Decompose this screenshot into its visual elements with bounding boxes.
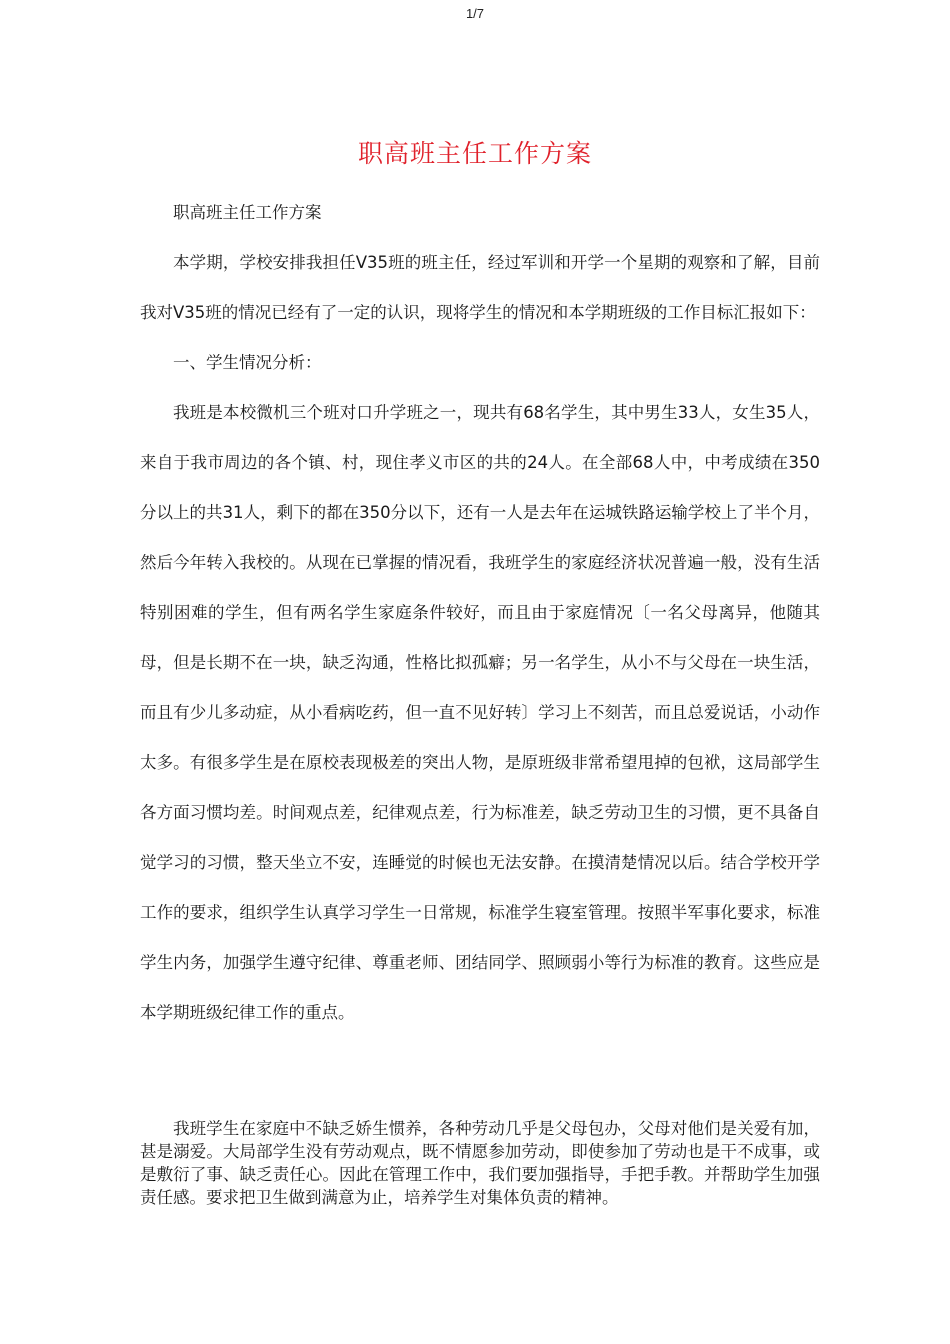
document-subtitle: 职高班主任工作方案 xyxy=(173,203,322,222)
closing-block xyxy=(140,1117,820,1209)
intro-paragraph: 本学期，学校安排我担任V35班的班主任，经过军训和开学一个星期的观察和了解，目前我对V35班的情况已经有了一定的认识，现将学生的情况和本学期班级的工作目标汇报如下： xyxy=(140,253,820,322)
analysis-paragraph: 我班是本校微机三个班对口升学班之一，现共有68名学生，其中男生33人，女生35人，来自于我市周边的各个镇、村，现住孝义市区的共的24人。在全部68人中，中考成绩在350分以上的共31人，剩下的都在350分以下，还有一人是去年在运城铁路运输学校上了半个月，然后今年转入我校的。从现在已掌握的情况看，我班学生的家庭经济状况普遍一般，没有生活特别困难的学生，但有两名学生家庭条件较好，而且由于家庭情况〔一名父母离异，他随其母，但是长期不在一块，缺乏沟通，性格比拟孤癖；另一名学生，从小不与父母在一块生活，而且有少儿多动症，从小看病吃药，但一直不见好转〕学习上不刻苦，而且总爱说话，小动作太多。有很多学生是在原校表现极差的突出人物，是原班级非常希望甩掉的包袱，这局部学生各方面习惯均差。时间观点差，纪律观点差，行为标准差，缺乏劳动卫生的习惯，更不具备自觉学习的习惯，整天坐立不安，连睡觉的时候也无法安静。在摸清楚情况以后。结合学校开学工作的要求，组织学生认真学习学生一日常规，标准学生寝室管理。按照半军事化要求，标准学生内务，加强学生遵守纪律、尊重老师、团结同学、照顾弱小等行为标准的教育。这些应是本学期班级纪律工作的重点。 xyxy=(140,403,820,1022)
document-title: 职高班主任工作方案 xyxy=(357,139,592,168)
document-body xyxy=(140,188,820,1038)
section-heading: 一、学生情况分析： xyxy=(173,353,322,372)
page-number: 1/7 xyxy=(465,6,485,21)
closing-paragraph: 我班学生在家庭中不缺乏娇生惯养，各种劳动几乎是父母包办，父母对他们是关爱有加，甚是溺爱。大局部学生没有劳动观点，既不情愿参加劳动，即使参加了劳动也是干不成事，或是敷衍了事、缺乏责任心。因此在管理工作中，我们要加强指导，手把手教。并帮助学生加强责任感。要求把卫生做到满意为止，培养学生对集体负责的精神。 xyxy=(140,1119,820,1207)
